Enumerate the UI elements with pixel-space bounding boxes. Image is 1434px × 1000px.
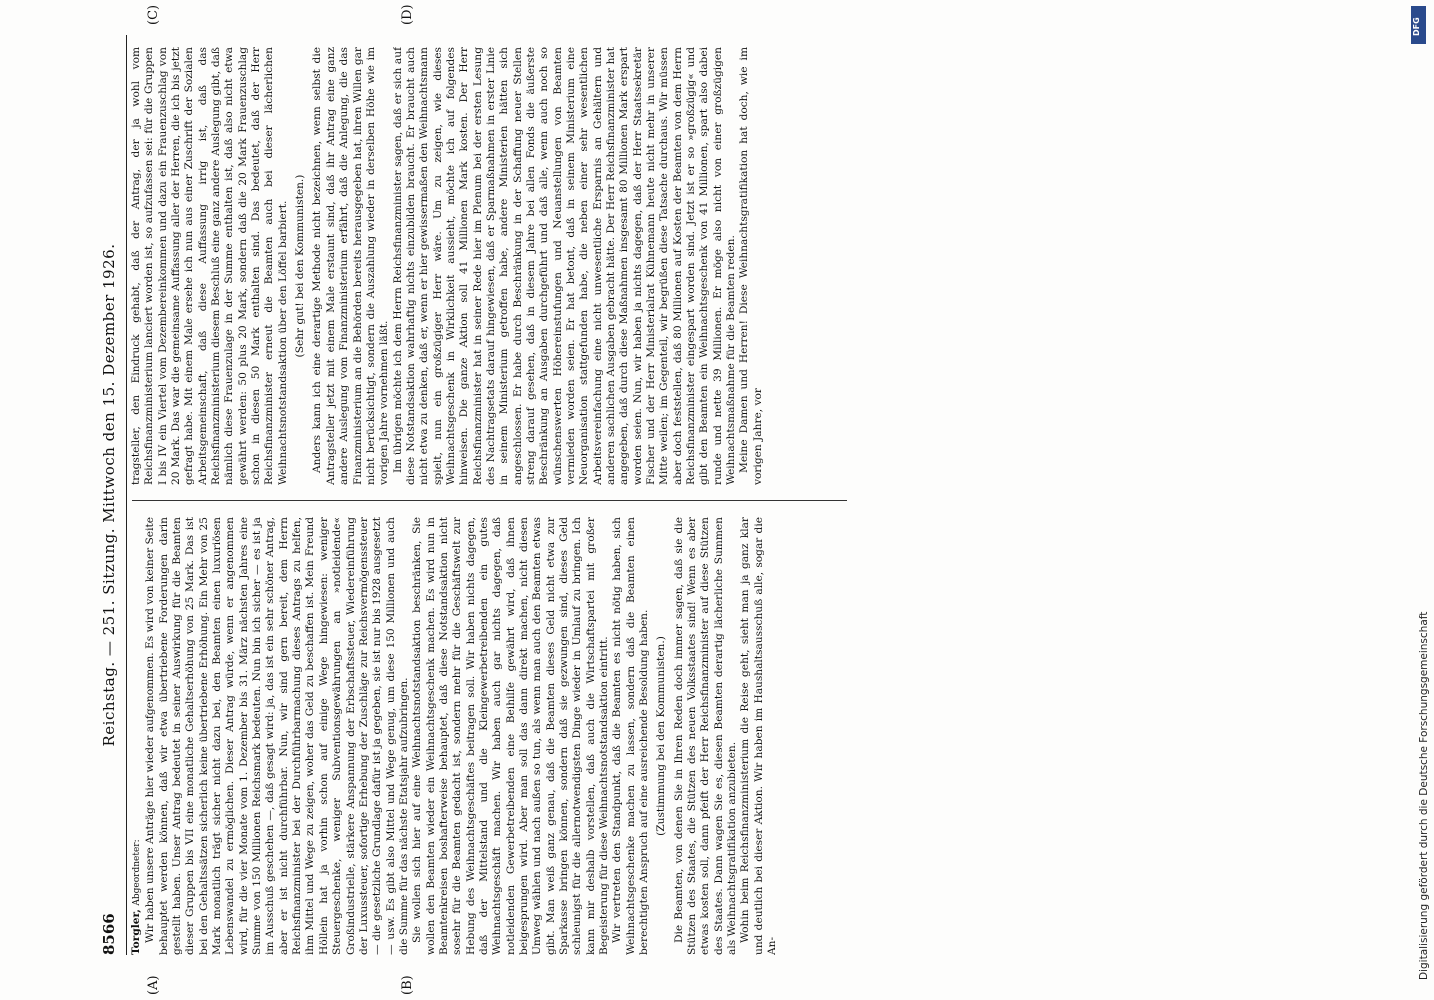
paragraph: Wir vertreten den Standpunkt, daß die Beamten es nicht nötig haben, sich Weihnachtsgeschenke machen zu lassen, sondern daß die Beamten einen berechtigten Anspruch auf eine ausreichende Besoldung haben. [611, 517, 651, 955]
paragraph: Meine Damen und Herren! Diese Weihnachtsgratifikation hat doch, wie im vorigen Jahre, vor [738, 47, 764, 485]
paragraph: Die Beamten, von denen Sie in Ihren Reden doch immer sagen, daß sie die Stützen des Staates, die Stützen des neuen Volksstaates sind! Wenn es aber etwas kosten soll, dann pfeift der Herr Reichsfinanzminister auf diese Stützen des Staates. Dann wagen Sie es, diesen Beamten derartig lächerliche Summen als Weihnachtsgratifikation anzubieten. [672, 517, 739, 955]
dfg-logo-text: DFG [1412, 17, 1421, 36]
dfg-logo [1411, 6, 1426, 44]
margin-letter-b: (B) [400, 975, 415, 995]
paragraph: Wohin beim Reichsfinanzministerium die Reise geht, sieht man ja ganz klar und deutlich bei dieser Aktion. Wir haben im Haushaltsausschuß alle, sogar die An- [739, 517, 779, 955]
left-column [130, 517, 850, 955]
page-number: 8566 [100, 913, 118, 955]
right-column [130, 47, 850, 485]
interjection: (Sehr gut! bei den Kommunisten.) [294, 174, 307, 358]
page-title: Reichstag. — 251. Sitzung. Mittwoch den 15. Dezember 1926. [100, 243, 118, 747]
margin-letter-a: (A) [146, 975, 161, 995]
page-header [100, 35, 122, 955]
speaker-name: Torgler, [130, 909, 142, 955]
header-rule [126, 35, 127, 955]
paragraph: Anders kann ich eine derartige Methode nicht bezeichnen, wenn selbst die Antragsteller jetzt mit einem Male erstaunt sind, daß ihr Antrag eine ganz andere Auslegung vom Finanzministerium erfährt, daß die Anlegung, die das Finanzministerium an die Behörden bereits herausgegeben hat, ihren Willen gar nicht berücksichtigt, sondern die Auszahlung wieder in derselben Höhe wie im vorigen Jahre vornehmen läßt. [311, 47, 391, 485]
interjection: (Zustimmung bei den Kommunisten.) [655, 636, 668, 836]
speaker-note: Abgeordneter: [132, 839, 142, 906]
margin-letter-c: (C) [146, 4, 161, 25]
paragraph: Im übrigen möchte ich dem Herrn Reichsfinanzminister sagen, daß er sich auf diese Notstandsaktion wahrhaftig nichts einzubilden braucht. Er braucht auch nicht etwa zu denken, daß er, wenn er hier gewissermaßen den Weihnachtsmann spielt, nun ein großzügiger Herr wäre. Um zu zeigen, wie dieses Weihnachtsgeschenk in Wirklichkeit aussieht, möchte ich auf folgendes hinweisen. Die ganze Aktion soll 41 Millionen Mark kosten. Der Herr Reichsfinanzminister hat in seiner Rede hier im Plenum bei der ersten Lesung des Nachtragsetats darauf hingewiesen, daß er Sparmaßnahmen in erster Linie in seinem Ministerium getroffen habe, andere Ministerien hätten sich angeschlossen. Er habe durch Beschränkung in der Schaffung neuer Stellen streng darauf gesehen, daß in diesem Jahre bei allen Fonds die äußerste Beschränkung an Ausgaben durchgeführt und daß alle, wenn auch noch so wünschenswerten Höhereinstufungen und Neuanstellungen von Beamten vermieden worden seien. Er hat betont, daß in seinem Ministerium eine Neuorganisation stattgefunden habe, die neben einer sehr wesentlichen Arbeitsvereinfachung eine nicht unwesentliche Ersparnis an Gehältern und anderen sachlichen Ausgaben gebracht hätte. Der Herr Reichsfinanzminister hat angegeben, daß durch diese Maßnahmen insgesamt 80 Millionen Mark erspart worden seien. Nun, wir haben ja nichts dagegen, daß der Herr Staatssekretär Fischer und der Herr Ministerialrat Kühnemann heute nicht mehr in unserer Mitte weilen; im Gegenteil, wir begrüßen diese Tatsache durchaus. Wir müssen aber doch feststellen, daß 80 Millionen auf Kosten der Beamten von dem Herrn Reichsfinanzminister eingespart worden sind. Jetzt ist er so »großzügig« und gibt den Beamten ein Weihnachtsgeschenk von 41 Millionen, spart also dabei runde und nette 39 Millionen. Er möge also nicht von einer großzügigen Weihnachtsmaßnahme für die Beamten reden. [391, 47, 738, 485]
digitization-credit: Digitalisierung gefördert durch die Deutsche Forschungsgemeinschaft [1418, 611, 1430, 980]
margin-letter-d: (D) [400, 4, 415, 25]
rotated-page-content [100, 4, 860, 995]
paragraph: tragsteller, den Eindruck gehabt, daß der Antrag, der ja wohl vom Reichsfinanzministerium lanciert worden ist, so aufzufassen sei: für die Gruppen I bis IV ein Viertel vom Dezembereinkommen und dazu ein Frauenzuschlag von 20 Mark. Das war die gemeinsame Auffassung aller der Herren, die ich bis jetzt gefragt habe. Mit einem Male ersehe ich nun aus einer Zuschrift der Sozialen Arbeitsgemeinschaft, daß diese Auffassung irrig ist, daß das Reichsfinanzministerium diesem Beschluß eine ganz andere Auslegung gibt, daß nämlich diese Frauenzulage in der Summe enthalten ist, daß also nicht etwa gewährt werden: 50 plus 20 Mark, sondern daß die 20 Mark Frauenzuschlag schon in diesen 50 Mark enthalten sind. Das bedeutet, daß der Herr Reichsfinanzminister erneut die Beamten auch bei dieser lächerlichen Weihnachtsnotstandsaktion über den Löffel barbiert. [130, 47, 289, 485]
column-divider [132, 500, 847, 501]
paragraph: Sie wollen sich hier auf eine Weihnachtsnotstandsaktion beschränken, Sie wollen den Beamten wieder ein Weihnachtsgeschenk machen. Es wird nun in Beamtenkreisen boshafterweise behauptet, daß diese Notstandsaktion nicht sosehr für die Beamten gedacht ist, sondern mehr für die Geschäftswelt zur Hebung des Weihnachtsgeschäftes beitragen soll. Wir haben nichts dagegen, daß der Mittelstand und die Kleingewerbetreibenden ein gutes Weihnachtsgeschäft machen. Wir haben auch gar nichts dagegen, daß notleidenden Gewerbetreibenden eine Beihilfe gewährt wird, daß ihnen beigesprungen wird. Aber man soll das dann direkt machen, nicht diesen Umweg wählen und nach außen so tun, als wenn man auch den Beamten etwas gibt. Man weiß ganz genau, daß die Beamten dieses Geld nicht etwa zur Sparkasse bringen können, sondern daß sie gezwungen sind, dieses Geld schleunigst für die allernotwendigsten Dinge wieder in Umlauf zu bringen. Ich kann mir deshalb vorstellen, daß auch die Wirtschaftspartei mit großer Begeisterung für diese Weihnachtsnotstandsaktion eintritt. [411, 517, 611, 955]
paragraph: Wir haben unsere Anträge hier wieder aufgenommen. Es wird von keiner Seite behauptet werden können, daß wir etwa übertriebene Forderungen darin gestellt haben. Unser Antrag bedeutet in seiner Auswirkung für die Beamten dieser Gruppen bis VII eine monatliche Gehaltserhöhung von 25 Mark. Das ist bei den Gehaltssätzen sicherlich keine übertriebene Erhöhung. Ein Mehr von 25 Mark monatlich trägt sicher nicht dazu bei, den Beamten einen luxuriösen Lebenswandel zu ermöglichen. Dieser Antrag würde, wenn er angenommen wird, für die vier Monate vom 1. Dezember bis 31. März nächsten Jahres eine Summe von 150 Millionen Reichsmark bedeuten. Nun bin ich sicher — es ist ja im Ausschuß geschehen —, daß gesagt wird: ja, das ist ein sehr schöner Antrag, aber er ist nicht durchführbar. Nun, wir sind gern bereit, dem Herrn Reichsfinanzminister bei der Durchführbarmachung dieses Antrags zu helfen, ihm Mittel und Wege zu zeigen, woher das Geld zu beschaffen ist. Mein Freund Höllein hat ja vorhin schon auf einige Wege hingewiesen: weniger Steuergeschenke, weniger Subventionsgewährungen an »notleidende« Großindustrielle, stärkere Anspannung der Erbschaftssteuer, Wiedereinführung der Luxussteuer, sofortige Erhebung der Zuschläge zur Reichsvermögenssteuer — die gesetzliche Grundlage dafür ist ja gegeben, sie ist nur bis 1928 ausgesetzt — usw. Es gibt also Mittel und Wege genug, um diese 150 Millionen und auch die Summe für das nächste Etatsjahr aufzubringen. [144, 517, 410, 955]
speaker-line [130, 517, 144, 955]
